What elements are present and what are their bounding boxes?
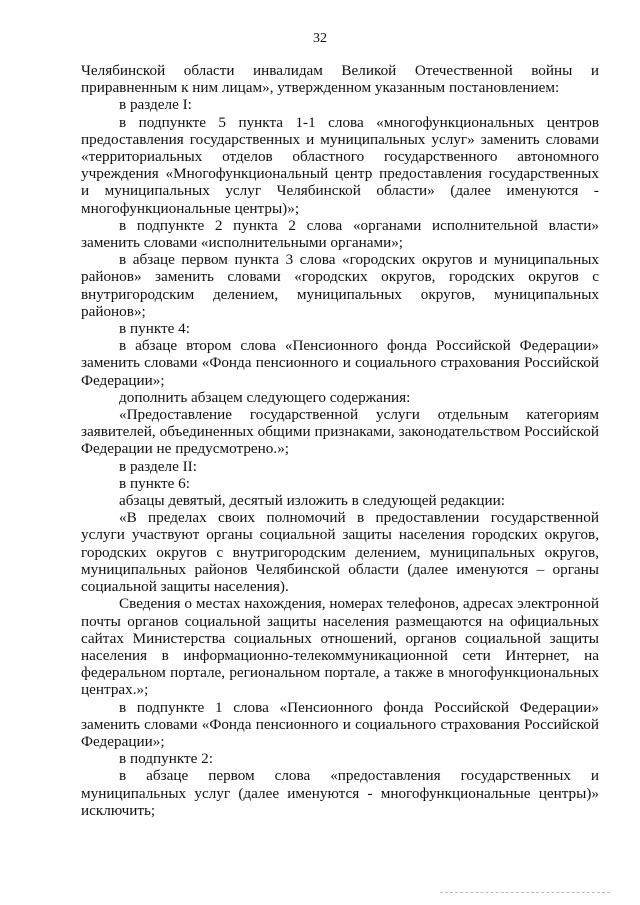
- paragraph: Сведения о местах нахождения, номерах телефонов, адресах электронной почты органов социальной защиты населения размещаются на официальных сайтах Министерства социальных отношений, органов социальной защиты населения в информационно-телекоммуникационной сети Интернет, на федеральном портале, региональном портале, а также в многофункциональных центрах.»;: [81, 595, 599, 699]
- page-number: 32: [313, 31, 327, 46]
- paragraph: в разделе I:: [119, 96, 192, 114]
- paragraph: дополнить абзацем следующего содержания:: [119, 388, 411, 406]
- footer-divider: [440, 892, 610, 893]
- paragraph: в подпункте 2:: [119, 750, 213, 768]
- paragraph: в пункте 6:: [119, 474, 190, 492]
- paragraph: в подпункте 2 пункта 2 слова «органами исполнительной власти» заменить словами «исполнительными органами»;: [81, 216, 599, 252]
- paragraph: абзацы девятый, десятый изложить в следующей редакции:: [119, 492, 506, 510]
- paragraph: в абзаце втором слова «Пенсионного фонда Российской Федерации» заменить словами «Фонда пенсионного и социального страхования Российской Федерации»;: [81, 337, 599, 389]
- paragraph: в разделе II:: [119, 457, 197, 475]
- paragraph: в абзаце первом слова «предоставления государственных и муниципальных услуг (далее именуются - многофункциональные центры)» исключить;: [81, 767, 599, 819]
- paragraph: в абзаце первом пункта 3 слова «городских округов и муниципальных районов» заменить словами «городских округов, городских округов с внутригородским делением, муниципальных округов, муниципальных районов»;: [81, 251, 599, 320]
- paragraph: в подпункте 5 пункта 1-1 слова «многофункциональных центров предоставления государственных и муниципальных услуг» заменить словами «территориальных отделов областного государственного автономного учреждения «Многофункциональный центр предоставления государственных и муниципальных услуг Челябинской области» (далее именуются - многофункциональные центры)»;: [81, 113, 599, 217]
- paragraph: в пункте 4:: [119, 320, 190, 338]
- paragraph: «В пределах своих полномочий в предоставлении государственной услуги участвуют органы социальной защиты населения городских округов, городских округов с внутригородским делением, муниципальных округов, муниципальных районов Челябинской области (далее именуются – органы социальной защиты населения).: [81, 509, 599, 596]
- paragraph: Челябинской области инвалидам Великой Отечественной войны и приравненным к ним лицам», утвержденном указанным постановлением:: [81, 62, 599, 97]
- paragraph: в подпункте 1 слова «Пенсионного фонда Российской Федерации» заменить словами «Фонда пенсионного и социального страхования Российской Федерации»;: [81, 698, 599, 750]
- document-body: [81, 62, 599, 819]
- paragraph: «Предоставление государственной услуги отдельным категориям заявителей, объединенных общими признаками, законодательством Российской Федерации не предусмотрено.»;: [81, 406, 599, 458]
